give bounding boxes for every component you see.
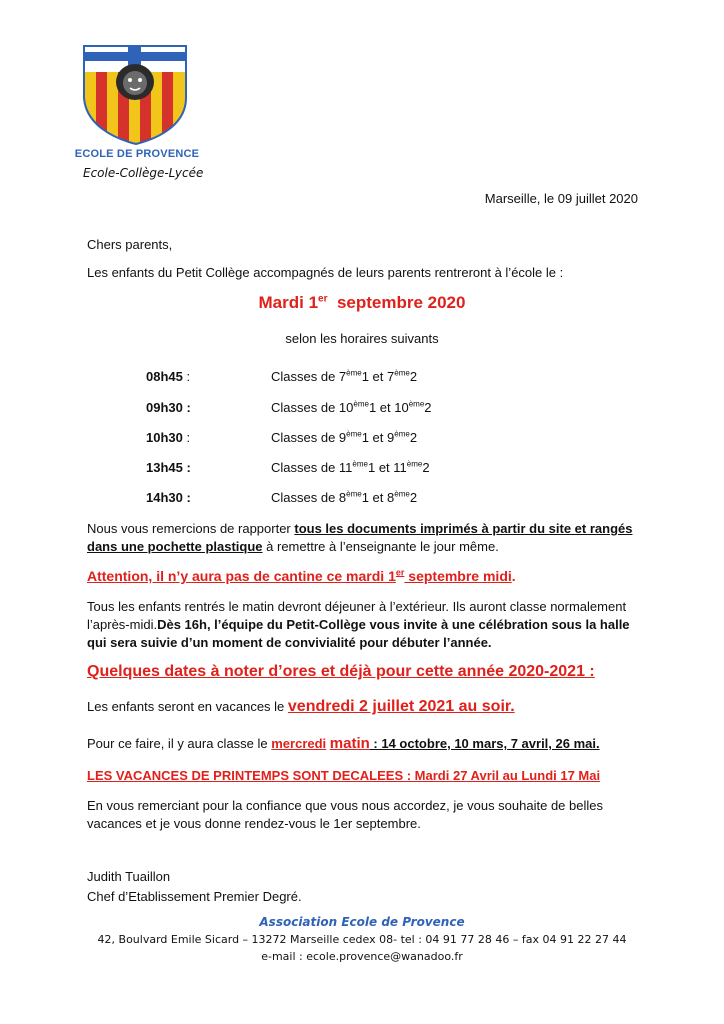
vacances-line: Les enfants seront en vacances le vendredi 2 juillet 2021 au soir. bbox=[87, 698, 515, 715]
school-tagline: Ecole-Collège-Lycée bbox=[83, 166, 204, 180]
schedule-time: 10h30 : bbox=[146, 430, 191, 445]
school-name: ECOLE DE PROVENCE bbox=[74, 148, 200, 160]
rentree-rest: septembre 2020 bbox=[327, 293, 466, 312]
rentree-day: Mardi 1 bbox=[258, 293, 319, 312]
documents-line-1: Nous vous remercions de rapporter tous les documents imprimés à partir du site et rangés bbox=[87, 521, 633, 536]
printemps-notice: LES VACANCES DE PRINTEMPS SONT DECALEES : Mardi 27 Avril au Lundi 17 Mai bbox=[87, 768, 601, 783]
schedule-time: 13h45 : bbox=[146, 460, 191, 475]
attention-notice: Attention, il n’y aura pas de cantine ce mardi 1er septembre midi. bbox=[87, 567, 516, 584]
lunch-line-1: Tous les enfants rentrés le matin devront déjeuner à l’extérieur. Ils auront classe normalement bbox=[87, 599, 627, 614]
closing-paragraph bbox=[87, 797, 638, 833]
schedule-intro: selon les horaires suivants bbox=[285, 331, 439, 346]
documents-emphasis-1: tous les documents imprimés à partir du site et rangés bbox=[294, 521, 633, 536]
dates-heading: Quelques dates à noter d’ores et déjà pour cette année 2020-2021 : bbox=[87, 663, 595, 680]
vacances-date: vendredi 2 juillet 2021 au soir. bbox=[287, 698, 515, 715]
closing-line-1: En vous remerciant pour la confiance que vous nous accordez, je vous souhaite de belles bbox=[87, 798, 603, 813]
schedule-time: 08h45 : bbox=[146, 369, 191, 384]
schedule-time: 14h30 : bbox=[146, 490, 191, 505]
rentree-sup: er bbox=[318, 293, 328, 305]
footer-association: Association Ecole de Provence bbox=[259, 915, 465, 929]
classe-line: Pour ce faire, il y aura classe le mercredi matin : 14 octobre, 10 mars, 7 avril, 26 mai. bbox=[87, 735, 600, 752]
lunch-line-3: qui sera suivie d’un moment de convivialité pour débuter l’année. bbox=[87, 635, 492, 650]
signature-name: Judith Tuaillon bbox=[87, 869, 171, 884]
documents-line-2: dans une pochette plastique à remettre à l’enseignante le jour même. bbox=[87, 539, 499, 554]
footer-email[interactable]: e-mail : ecole.provence@wanadoo.fr bbox=[261, 950, 463, 963]
documents-emphasis-2: dans une pochette plastique bbox=[87, 539, 263, 554]
date-line: Marseille, le 09 juillet 2020 bbox=[484, 191, 638, 206]
classe-day: mercredi bbox=[271, 736, 327, 751]
schedule-classes: Classes de 11ème1 et 11ème2 bbox=[271, 459, 430, 475]
closing-line-2: vacances et je vous donne rendez-vous le 1er septembre. bbox=[87, 816, 421, 831]
intro-text: Les enfants du Petit Collège accompagnés de leurs parents rentreront à l’école le : bbox=[87, 265, 564, 280]
schedule-classes: Classes de 9ème1 et 9ème2 bbox=[271, 429, 418, 445]
documents-paragraph bbox=[87, 520, 638, 556]
signature-title: Chef d’Etablissement Premier Degré. bbox=[87, 889, 302, 904]
schedule-classes: Classes de 8ème1 et 8ème2 bbox=[271, 489, 418, 505]
schedule-time: 09h30 : bbox=[146, 400, 191, 415]
schedule-classes: Classes de 7ème1 et 7ème2 bbox=[271, 368, 418, 384]
footer-address: 42, Boulvard Emile Sicard – 13272 Marseille cedex 08- tel : 04 91 77 28 46 – fax 04 91 22 27 44 bbox=[97, 933, 627, 946]
school-crest-icon bbox=[78, 42, 194, 146]
classe-matin: matin bbox=[329, 735, 370, 752]
greeting: Chers parents, bbox=[87, 237, 173, 252]
lunch-line-2: l’après-midi.Dès 16h, l’équipe du Petit-Collège vous invite à une célébration sous la halle bbox=[87, 617, 630, 632]
schedule-classes: Classes de 10ème1 et 10ème2 bbox=[271, 399, 432, 415]
lunch-paragraph bbox=[87, 598, 638, 652]
rentree-date bbox=[0, 292, 724, 314]
classe-dates: : 14 octobre, 10 mars, 7 avril, 26 mai. bbox=[369, 736, 600, 751]
